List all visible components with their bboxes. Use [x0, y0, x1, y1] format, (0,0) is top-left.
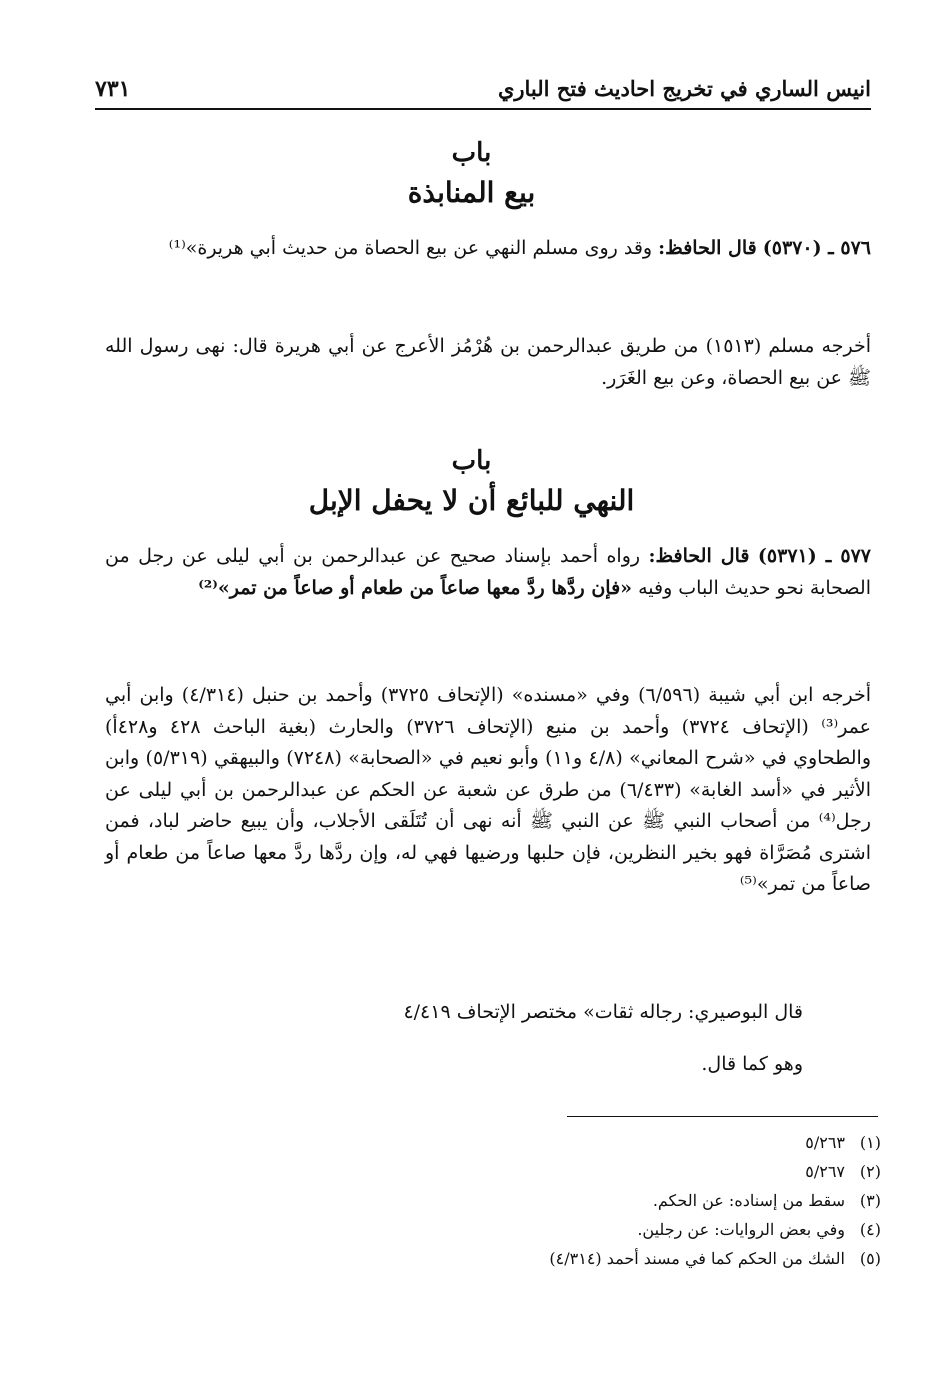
takhrij-577: أخرجه ابن أبي شيبة (٦/٥٩٦) وفي «مسنده» (الإتحاف ٣٧٢٥) وأحمد بن حنبل (٤/٣١٤) وابن أبي عمر⁽³⁾ (الإتحاف ٣٧٢٤) وأحمد بن منيع (الإتحاف ٣٧٢٦) والحارث (بغية الباحث ٤٢٨ و٤٢٨أ) والطحاوي في «شرح المعاني» (٤/٨ و١١) وأبو نعيم في «الصحابة» (٧٢٤٨) والبيهقي (٥/٣١٩) وابن الأثير في «أسد الغابة» (٦/٤٣٣) من طرق عن شعبة عن الحكم عن عبدالرحمن بن أبي ليلى عن رجل⁽⁴⁾ من أصحاب النبي ﷺ عن النبي ﷺ أنه نهى أن تُتَلَقى الأجلاب، وأن يبيع حاضر لباد، فمن اشترى مُصَرَّاة فهو بخير النظرين، فإن حلبها ورضيها فهي له، وإن ردَّها ردَّ معها صاعاً من طعام أو صاعاً من تمر»⁽⁵⁾: [105, 684, 872, 895]
footnote-3: [549, 1186, 881, 1215]
footnote-number: (٣): [859, 1191, 881, 1210]
hadith-text: رواه أحمد بإسناد صحيح عن عبدالرحمن بن أبي ليلى عن رجل من الصحابة نحو حديث الباب وفيه: [105, 545, 871, 599]
author-comment: وهو كما قال.: [701, 1053, 803, 1075]
footnote-number: (٤): [859, 1220, 881, 1239]
footnote-1: [549, 1128, 881, 1157]
footnote-number: (٢): [859, 1162, 881, 1181]
footnotes: [549, 1128, 881, 1273]
footnote-5: [549, 1244, 881, 1273]
hadith-speaker: قال الحافظ:: [658, 237, 757, 259]
footnote-text: ٥/٢٦٧: [805, 1162, 845, 1181]
footnote-number: (١): [859, 1133, 881, 1152]
takhrij-576: أخرجه مسلم (١٥١٣) من طريق عبدالرحمن بن هُرْمُز الأعرج عن أبي هريرة قال: نهى رسول الله ﷺ عن بيع الحصاة، وعن بيع الغَرَر.: [105, 335, 871, 389]
section-title-2: النهي للبائع أن لا يحفل الإبل: [308, 484, 635, 517]
page-header: [95, 74, 871, 110]
footnote-text: ٥/٢٦٣: [805, 1133, 845, 1152]
footnote-text: وفي بعض الروايات: عن رجلين.: [637, 1220, 845, 1239]
hadith-speaker: قال الحافظ:: [648, 545, 750, 567]
footnote-2: [549, 1157, 881, 1186]
footnote-text: الشك من الحكم كما في مسند أحمد (٤/٣١٤): [549, 1249, 845, 1268]
hadith-576: [105, 232, 871, 264]
footnote-divider: [567, 1116, 878, 1117]
hadith-577: [105, 540, 871, 604]
footnote-number: (٥): [859, 1249, 881, 1268]
section-heading-bab-2: باب: [451, 446, 492, 476]
footnote-text: سقط من إسناده: عن الحكم.: [652, 1191, 845, 1210]
busiri-quote: قال البوصيري: رجاله ثقات» مختصر الإتحاف ٤/٤١٩: [403, 1001, 803, 1023]
section-heading-bab-1: باب: [451, 138, 492, 168]
running-title: انيس الساري في تخريج احاديث فتح الباري: [497, 76, 871, 101]
hadith-number: ٥٧٧ ـ (٥٣٧١): [757, 545, 871, 567]
hadith-number: ٥٧٦ ـ (٥٣٧٠): [762, 237, 871, 259]
hadith-quote: «فإن ردَّها ردَّ معها صاعاً من طعام أو صاعاً من تمر»⁽²⁾: [198, 577, 633, 599]
page-number: ٧٣١: [95, 76, 131, 102]
section-title-1: بيع المنابذة: [407, 176, 536, 209]
hadith-text: وقد روى مسلم النهي عن بيع الحصاة من حديث أبي هريرة»⁽¹⁾: [168, 237, 653, 259]
footnote-4: [549, 1215, 881, 1244]
